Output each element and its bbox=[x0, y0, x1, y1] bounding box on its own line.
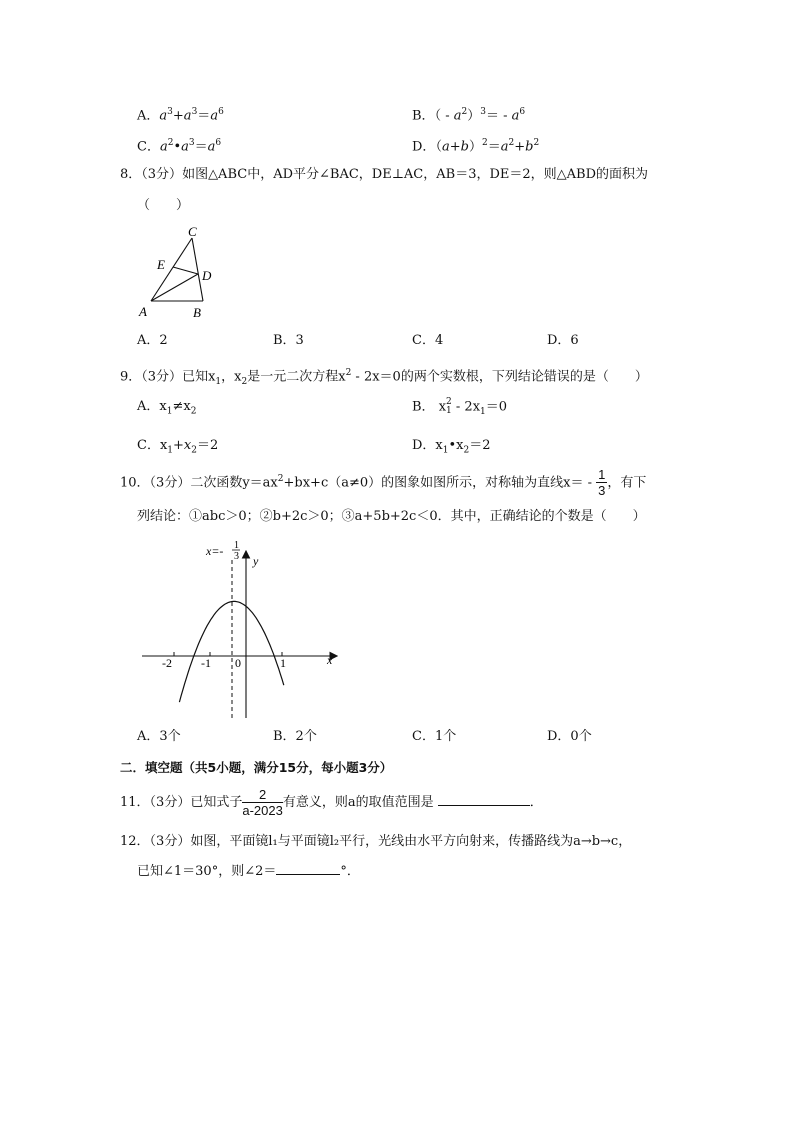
q7-option-a: A．$a^3+a^3=a^6$ bbox=[137, 107, 224, 124]
q8-option-a: A．2 bbox=[137, 333, 168, 348]
q9-option-d: D．$x_1•x_2=2$ bbox=[412, 438, 491, 456]
q8-triangle-figure bbox=[130, 222, 230, 322]
q10-option-b: B．2个 bbox=[273, 729, 317, 744]
symmetry-label: x=- bbox=[206, 544, 224, 558]
q12-stem-line2: 已知∠1＝30°，则∠2＝ °． bbox=[137, 864, 360, 879]
x-axis-label: x bbox=[327, 653, 333, 667]
q8-stem: 8．（3分）如图△ABC中，AD平分∠BAC，DE⊥AC，AB＝3，DE＝2，则△ABD的面积为 bbox=[120, 167, 649, 182]
q7-option-d: D．$(a+b)^2=a^2+b^2$ bbox=[412, 138, 540, 155]
symmetry-frac-d: 3 bbox=[234, 551, 239, 562]
q9-option-b: B． x 2 1 - $2x_1=0$ bbox=[412, 397, 508, 418]
q10-option-d: D．0个 bbox=[547, 729, 592, 744]
label-d: D bbox=[202, 268, 212, 283]
q12-answer-blank[interactable] bbox=[276, 862, 340, 875]
q10-parabola-graph bbox=[138, 538, 348, 722]
tick-0: 0 bbox=[235, 656, 241, 670]
y-axis-label: y bbox=[253, 554, 259, 568]
tick-1: 1 bbox=[280, 656, 286, 670]
q10-option-a: A．3个 bbox=[137, 729, 181, 744]
q12-stem: 12．（3分）如图，平面镜l₁与平面镜l₂平行，光线由水平方向射来，传播路线为a→b→c， bbox=[120, 834, 632, 849]
q7-option-b: B．（ - $a^2)^3= - a^6$ bbox=[412, 107, 526, 124]
q9-option-c: C．$x_1+x_2=2$ bbox=[137, 438, 219, 456]
label-b: B bbox=[193, 305, 201, 320]
q8-paren: （ ） bbox=[137, 198, 190, 213]
section-fill-in-title: 二．填空题（共5小题，满分15分，每小题3分） bbox=[120, 760, 393, 775]
tick-neg2: -2 bbox=[162, 656, 172, 670]
q11-fraction: $\frac{2}{a-2023}$ bbox=[242, 786, 283, 818]
q10-conditions: 列结论：①abc＞0；②b+2c＞0；③a+5b+2c＜0．其中，正确结论的个数是（ ） bbox=[137, 509, 646, 524]
q9-stem: 9．（3分）已知$x_1$，$x_2$是一元二次方程$x^2 - 2x=0$的两个实数根，下列结论错误的是（ ） bbox=[120, 368, 648, 387]
q10-stem: 10．（3分）二次函数$y=ax^2+bx+c(a\ne 0)$的图象如图所示，对称轴为直线x＝ - $\frac{1}{3}$ ，有下 bbox=[120, 466, 647, 498]
label-e: E bbox=[157, 257, 165, 272]
q8-option-b: B．3 bbox=[273, 333, 304, 348]
symmetry-frac-n: 1 bbox=[234, 540, 239, 551]
label-a: A bbox=[139, 304, 147, 319]
tick-neg1: -1 bbox=[201, 656, 211, 670]
q11-stem: 11．（3分）已知式子 $\frac{2}{a-2023}$ 有意义，则a的取值范围是 ． bbox=[120, 786, 543, 818]
q8-option-d: D．6 bbox=[547, 333, 579, 348]
q10-fraction: $\frac{1}{3}$ bbox=[598, 466, 606, 498]
q10-option-c: C．1个 bbox=[412, 729, 457, 744]
q11-answer-blank[interactable] bbox=[438, 793, 530, 806]
q8-option-c: C．4 bbox=[412, 333, 444, 348]
q7-option-c: C．$a^2•a^3=a^6$ bbox=[137, 138, 222, 155]
label-c: C bbox=[188, 224, 197, 239]
q9-option-a: A．$x_1\ne x_2$ bbox=[137, 399, 197, 417]
